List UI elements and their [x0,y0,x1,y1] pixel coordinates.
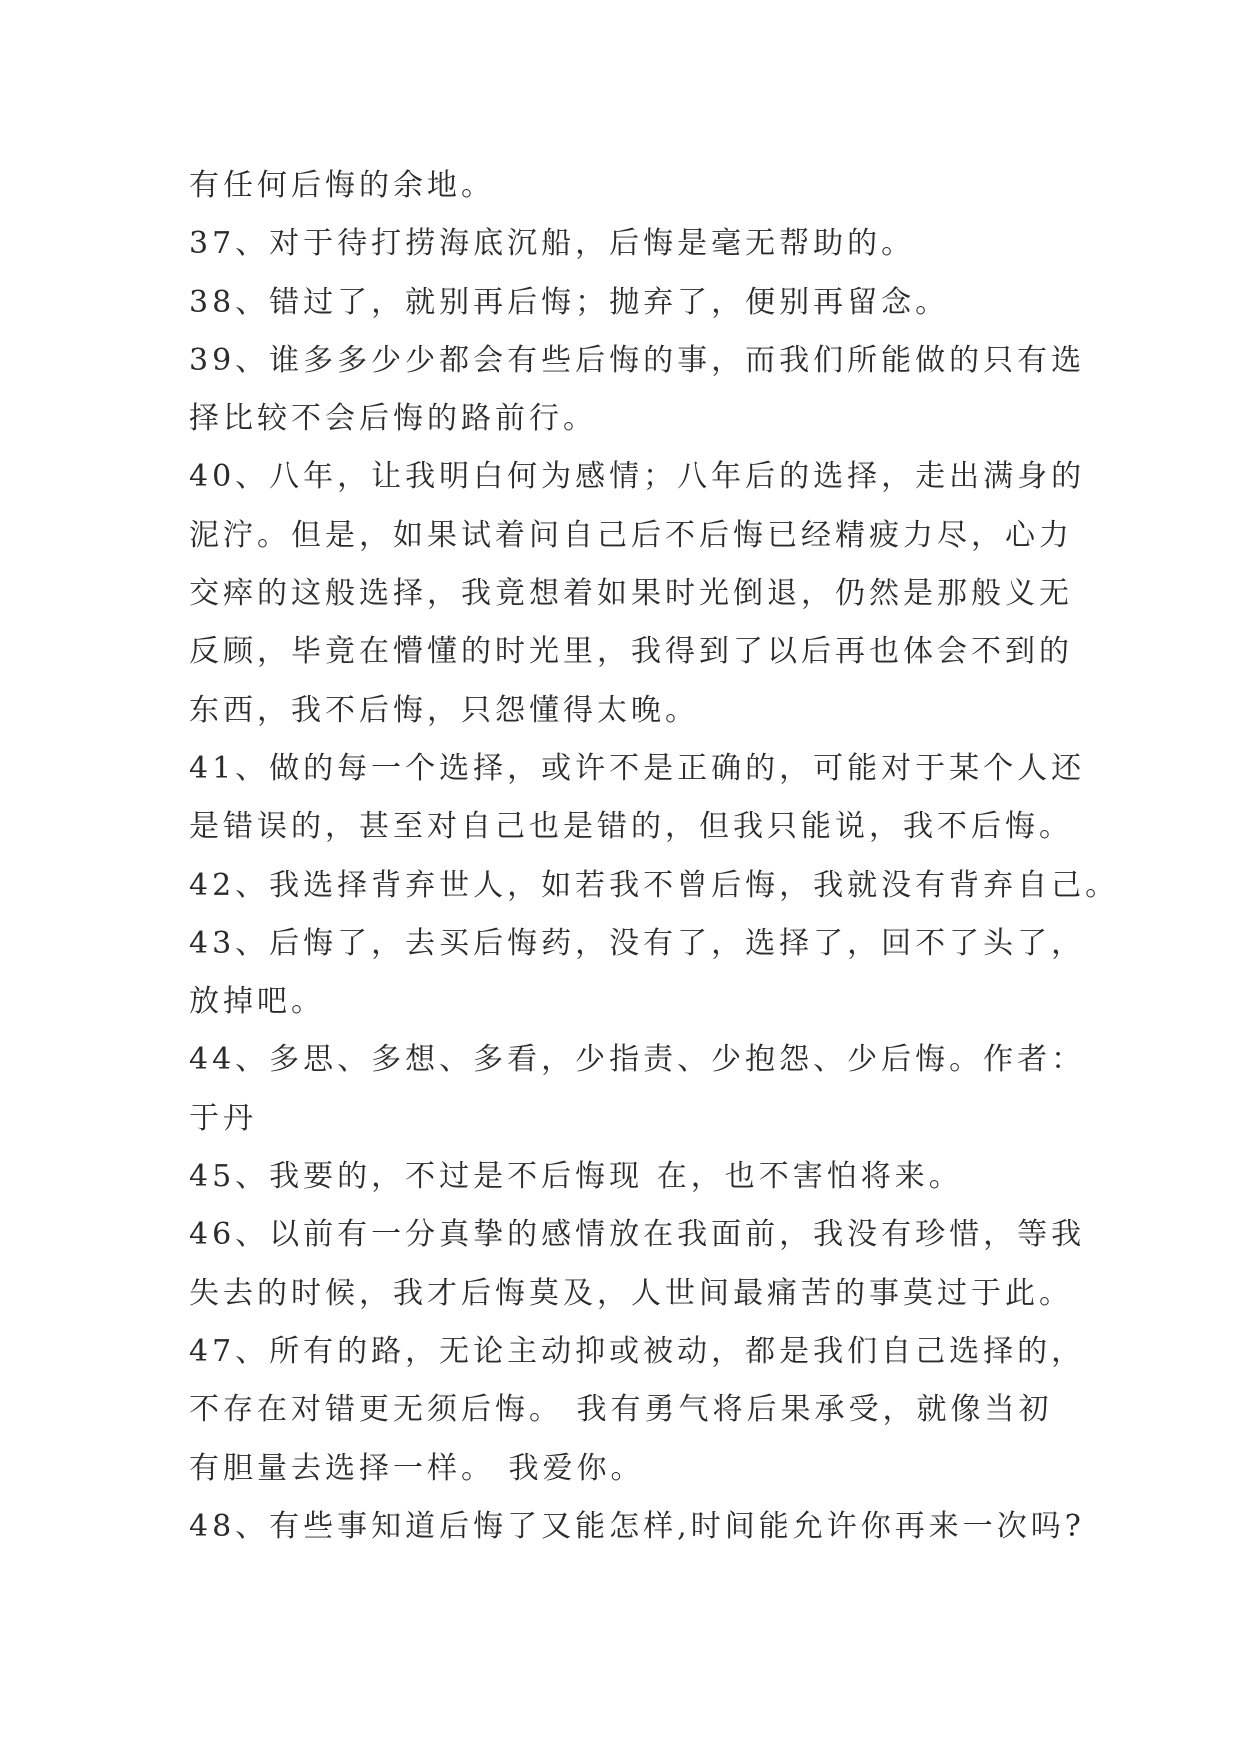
body-text [189,157,1120,1556]
text-line: 45、我要的，不过是不后悔现 在，也不害怕将来。 [189,1159,963,1195]
text-line: 44、多思、多想、多看，少指责、少抱怨、少后悔。作者： [189,1042,1086,1078]
text-line: 42、我选择背弃世人，如若我不曾后悔，我就没有背弃自己。 [189,867,1120,903]
text-line: 43、后悔了，去买后悔药，没有了，选择了，回不了头了， [189,925,1086,961]
text-line: 40、八年，让我明白何为感情；八年后的选择，走出满身的 [189,459,1086,495]
text-line: 东西，我不后悔，只怨懂得太晚。 [189,692,699,728]
text-line: 于丹 [189,1100,257,1136]
text-line: 有胆量去选择一样。 我爱你。 [189,1450,645,1486]
text-line: 不存在对错更无须后悔。 我有勇气将后果承受，就像当初 [189,1392,1053,1428]
text-line: 47、所有的路，无论主动抑或被动，都是我们自己选择的， [189,1333,1086,1369]
text-line: 放掉吧。 [189,984,325,1020]
text-line: 交瘁的这般选择，我竟想着如果时光倒退，仍然是那般义无 [189,576,1073,612]
text-line: 37、对于待打捞海底沉船，后悔是毫无帮助的。 [189,226,916,262]
text-line: 48、有些事知道后悔了又能怎样,时间能允许你再来一次吗? [189,1508,1085,1544]
text-line: 反顾，毕竟在懵懂的时光里，我得到了以后再也体会不到的 [189,634,1073,670]
text-line: 39、谁多多少少都会有些后悔的事，而我们所能做的只有选 [189,342,1086,378]
text-line: 有任何后悔的余地。 [189,168,495,203]
text-line: 38、错过了，就别再后悔；抛弃了，便别再留念。 [189,284,950,320]
text-line: 41、做的每一个选择，或许不是正确的，可能对于某个人还 [189,750,1086,786]
text-line: 泥泞。但是，如果试着问自己后不后悔已经精疲力尽，心力 [189,517,1073,553]
text-line: 是错误的，甚至对自己也是错的，但我只能说，我不后悔。 [189,809,1073,845]
text-line: 46、以前有一分真挚的感情放在我面前，我没有珍惜，等我 [189,1217,1086,1253]
text-line: 失去的时候，我才后悔莫及，人世间最痛苦的事莫过于此。 [189,1275,1073,1311]
text-line: 择比较不会后悔的路前行。 [189,401,597,437]
